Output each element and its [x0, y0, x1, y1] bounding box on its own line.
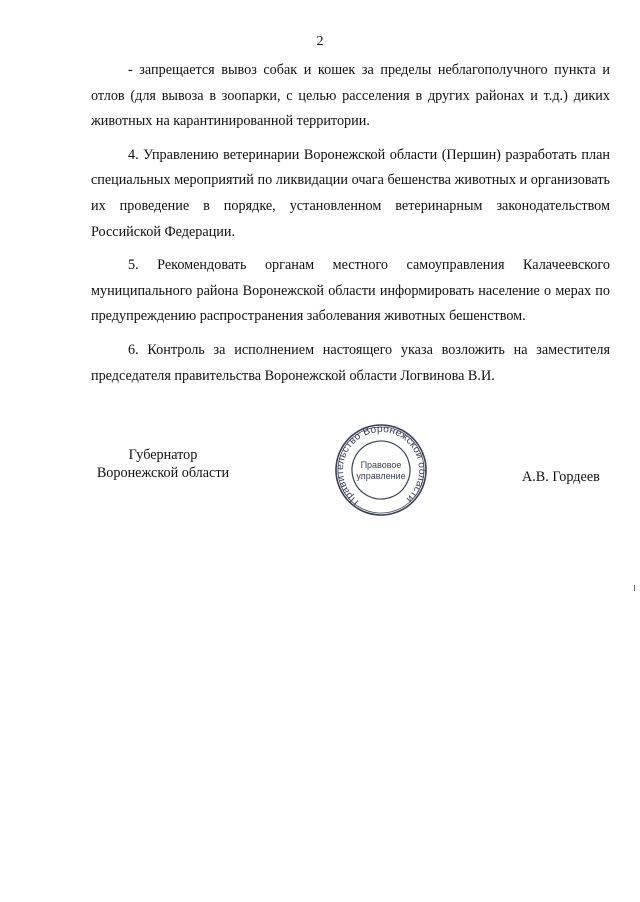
official-stamp [331, 422, 431, 518]
paragraph-item-5: 5. Рекомендовать органам местного самоуправления Калачеевского муниципального района Воронежской области информировать население о мерах по предупреждению распространения заболевания животных бешенством. [91, 257, 610, 325]
paragraph-item-6: 6. Контроль за исполнением настоящего указа возложить на заместителя председателя правительства Воронежской области Логвинова В.И. [91, 341, 610, 384]
position-region: Воронежской области [96, 465, 230, 481]
signatory-position [89, 446, 237, 482]
stamp-center-line2: управление [356, 471, 406, 481]
paragraph-restriction: - запрещается вывоз собак и кошек за пределы неблагополучного пункта и отлов (для вывоза в зоопарки, с целью расселения в других районах и т.д.) диких животных на карантинированной территории. [91, 62, 610, 130]
stamp-ring-text: Правительство Воронежской области [334, 423, 428, 508]
document-body [91, 58, 610, 389]
signatory-name: А.В. Гордеев [522, 469, 600, 485]
page-number: 2 [316, 34, 324, 49]
scan-edge-mark [634, 585, 639, 591]
paragraph-item-4: 4. Управлению ветеринарии Воронежской области (Першин) разработать план специальных мероприятий по ликвидации очага бешенства животных и организовать их проведение в порядке, установленном ветеринарным законодательством Российской Федерации. [91, 146, 610, 240]
position-title: Губернатор [128, 447, 198, 463]
svg-text:Правительство Воронежской обла [331, 422, 431, 518]
stamp-center-line1: Правовое [360, 460, 402, 470]
